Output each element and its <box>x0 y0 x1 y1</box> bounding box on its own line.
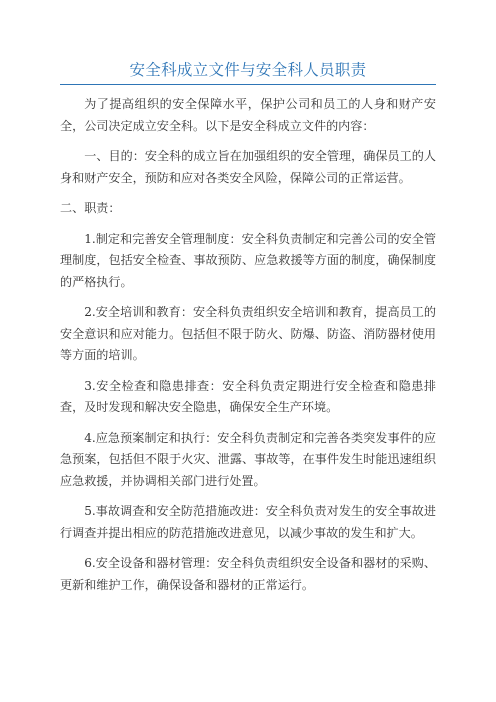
duty-item-3: 3.安全检查和隐患排查：安全科负责定期进行安全检查和隐患排查，及时发现和解决安全隐患，确保安全生产环境。 <box>60 378 436 414</box>
document-title: 安全科成立文件与安全科人员职责 <box>129 61 367 79</box>
duty-item-6: 6.安全设备和器材管理：安全科负责组织安全设备和器材的采购、更新和维护工作，确保设备和器材的正常运行。 <box>60 556 436 592</box>
duty-item-5: 5.事故调查和安全防范措施改进：安全科负责对发生的安全事故进行调查并提出相应的防范措施改进意见，以减少事故的发生和扩大。 <box>60 504 436 540</box>
document-body <box>60 94 436 605</box>
intro-paragraph: 为了提高组织的安全保障水平，保护公司和员工的人身和财产安全，公司决定成立安全科。以下是安全科成立文件的内容： <box>60 97 436 133</box>
duty-item-4: 4.应急预案制定和执行：安全科负责制定和完善各类突发事件的应急预案，包括但不限于火灾、泄露、事故等，在事件发生时能迅速组织应急救援，并协调相关部门进行处置。 <box>60 430 436 488</box>
duty-item-1: 1.制定和完善安全管理制度：安全科负责制定和完善公司的安全管理制度，包括安全检查、事故预防、应急救援等方面的制度，确保制度的严格执行。 <box>60 231 436 289</box>
purpose-paragraph: 一、目的：安全科的成立旨在加强组织的安全管理，确保员工的人身和财产安全，预防和应对各类安全风险，保障公司的正常运营。 <box>60 149 436 185</box>
duties-heading: 二、职责： <box>60 201 121 215</box>
duty-item-2: 2.安全培训和教育：安全科负责组织安全培训和教育，提高员工的安全意识和应对能力。包括但不限于防火、防爆、防盗、消防器材使用等方面的培训。 <box>60 305 436 362</box>
title-underline <box>60 84 436 85</box>
